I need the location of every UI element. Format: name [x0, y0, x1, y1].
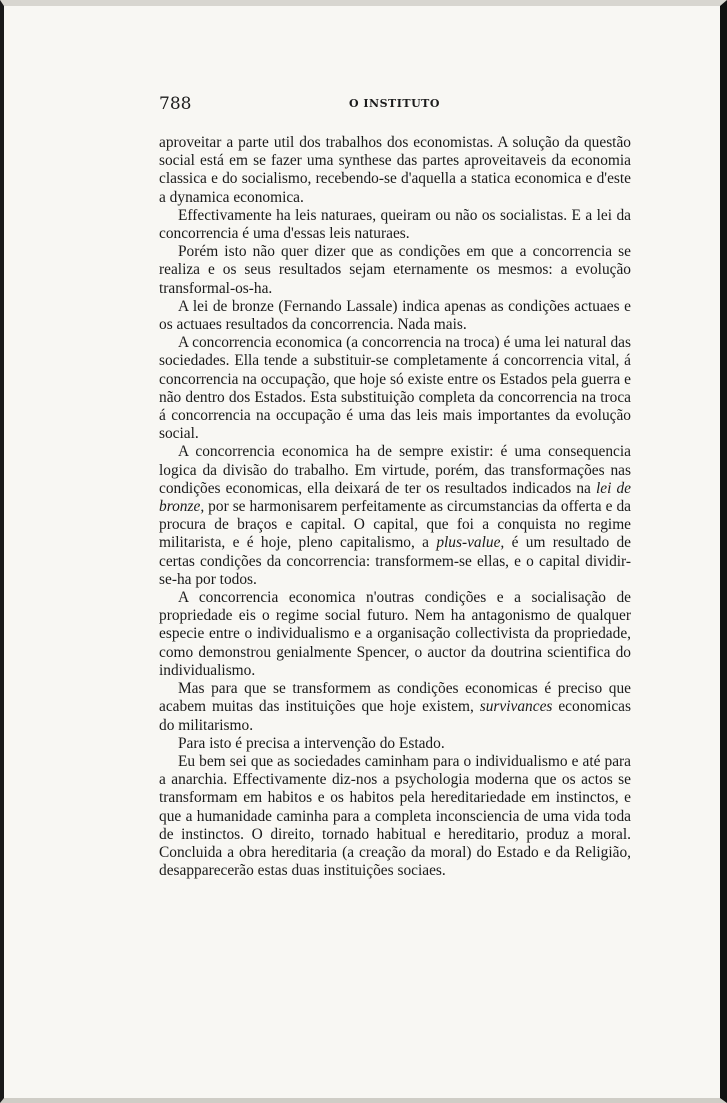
paragraph-9: Para isto é precisa a intervenção do Estado. [178, 734, 445, 752]
italic-lei-de-bronze: lei de bronze, [159, 479, 632, 516]
paragraph-6: A concorrencia economica ha de sempre existir: é uma consequencia logica da divisão do trabalho. Em virtude, porém, das transformações nas condições economicas, ella deixará de ter os resultados indicados na lei de bronze, por se harmonisarem perfeitamente as circumstancias da offerta e da procura de braços e capital. O capital, que foi a conquista no regime militarista, e é hoje, pleno capitalismo, a plus-value, é um resultado de certas condições da concorrencia: transformem-se ellas, e o capital dividir-se-ha por todos. [159, 443, 632, 588]
running-title: O INSTITUTO [349, 97, 440, 110]
paragraph-7: A concorrencia economica n'outras condições e a socialisação de propriedade eis o regime social futuro. Nem ha antagonismo de qualquer especie entre o individualismo e a organisação collectivista da propriedade, como demonstrou genialmente Spencer, o auctor da doutrina scientifica do individualismo. [159, 589, 631, 679]
paragraph-2: Effectivamente ha leis naturaes, queiram ou não os socialistas. E a lei da concorrencia é uma d'essas leis naturaes. [159, 206, 631, 243]
page-number: 788 [159, 94, 192, 114]
paragraph-5: A concorrencia economica (a concorrencia na troca) é uma lei natural das sociedades. Ella tende a substituir-se completamente á concorrencia vital, á concorrencia na occupação, que hoje só existe entre os Estados pela guerra e não dentro dos Estados. Esta substituição completa da concorrencia na troca á concorrencia na occupação é uma das leis mais importantes da evolução social. [159, 334, 631, 443]
paragraph-1: aproveitar a parte util dos trabalhos dos economistas. A solução da questão social está em se fazer uma synthese das partes aproveitaveis da economia classica e do socialismo, recebendo-se d'aquella a statica economica e d'este a dynamica economica. [159, 134, 631, 206]
body-text [159, 134, 631, 880]
italic-plus-value: plus-value, [436, 534, 505, 552]
paragraph-3: Porém isto não quer dizer que as condições em que a concorrencia se realiza e os seus resultados sejam eternamente os mesmos: a evolução transformal-os-ha. [159, 243, 631, 297]
paragraph-10: Eu bem sei que as sociedades caminham para o individualismo e até para a anarchia. Effectivamente diz-nos a psychologia moderna que os actos se transformam em habitos e os habitos pela hereditariedade em instinctos, e que a humanidade caminha para a completa inconsciencia de uma vida toda de instinctos. O direito, tornado habitual e hereditario, produz a moral. Concluida a obra hereditaria (a creação da moral) do Estado e da Religião, desapparecerão estas duas instituições sociaes. [159, 752, 631, 880]
paragraph-8: Mas para que se transformem as condições economicas é preciso que acabem muitas das instituições que hoje existem, survivances economicas do militarismo. [159, 680, 632, 734]
page-header [159, 94, 631, 118]
paragraph-4: A lei de bronze (Fernando Lassale) indica apenas as condições actuaes e os actuaes resultados da concorrencia. Nada mais. [159, 297, 631, 334]
italic-survivances: survivances [479, 698, 553, 716]
